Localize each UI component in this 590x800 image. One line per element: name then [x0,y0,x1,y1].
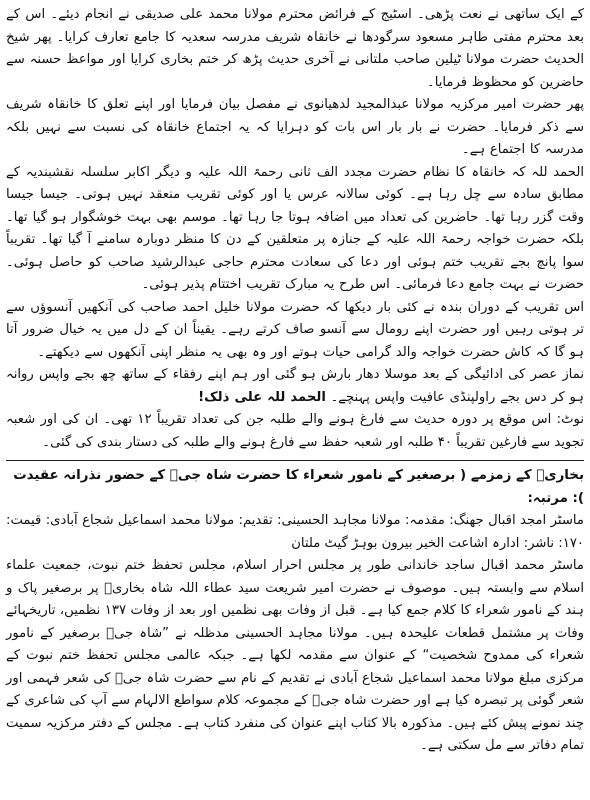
report-paragraph-return [6,364,584,409]
book-review-section [6,465,584,758]
report-return-text: نماز عصر کی ادائیگی کے بعد موسلا دھار بارش ہو گئی اور ہم اپنے رفقاء کے ساتھ چھ بجے واپس روانہ ہو کر دس بجے راولپنڈی عافیت واپس پہنچے۔ [6,367,584,405]
book-review-heading: بخاریؒ کے زمزمے ( برصغیر کے نامور شعراء کا حضرت شاہ جیؒ کے حضور نذرانہ عقیدت ): مرتبہ: [13,468,584,506]
report-note: نوٹ: اس موقع پر دورہ حدیث سے فارغ ہونے والے طلبہ جن کی تعداد تقریباً ۱۲ تھی۔ ان کی اور شعبہ تجوید سے فارغین تقریباً ۴۰ طلبہ اور شعبہ حفظ سے فارغ ہونے والے طلبہ کی دستار بندی کی گئی۔ [6,412,584,450]
report-paragraph-khanqah-system: الحمد للہ کہ خانقاہ کا نظام حضرت مجدد الف ثانی رحمۃ اللہ علیہ و دیگر اکابر سلسلہ نقشبندیہ کے مطابق سادہ سے چل رہا ہے۔ کوئی سالانہ عرس یا اور کوئی تقریب منعقد نہیں ہوتی۔ جیسا جیسا وقت گزر رہا تھا۔ حاضرین کی تعداد میں اضافہ ہوتا جا رہا تھا۔ موسم بھی بہت خوشگوار ہو گیا تھا۔ بلکہ حضرت خواجہ رحمۃ اللہ علیہ کے جنازہ پر متعلقین کے دن کا منظر دوبارہ سامنے آ گیا تھا۔ تقریباً سوا پانچ بجے تقریب ختم ہوئی اور دعا کی سعادت محترم حاجی عبدالرشید صاحب کو حاصل ہوئی۔ حضرت نے بہت جامع دعا فرمائی۔ اس طرح یہ مبارک تقریب اختتام پذیر ہوئی۔ [6,164,584,292]
report-paragraph-ameer-speech: پھر حضرت امیر مرکزیہ مولانا عبدالمجید لدھیانوی نے مفصل بیان فرمایا اور اپنے تعلق کا خانقاہ شریف سے ذکر فرمایا۔ حضرت نے بار بار اس بات کو دہرایا کہ یہ اجتماع خانقاہ کی نسبت سے نہیں بلکہ مدرسہ کا اجتماع ہے۔ [6,97,584,157]
magazine-page [6,4,584,796]
report-closing-dua: الحمد للہ علی ذلک! [198,389,326,405]
section-divider [6,460,584,461]
report-paragraph-tears: اس تقریب کے دوران بندہ نے کئی بار دیکھا کہ حضرت مولانا خلیل احمد صاحب کی آنکھیں آنسوؤں سے تر ہوتی رہیں اور حضرت اپنے رومال سے آنسو صاف کرتے رہے۔ یقیناً ان کے دل میں یہ خیال ضرور آتا ہو گا کہ کاش حضرت خواجہ والد گرامی حیات ہوتے اور وہ بھی یہ منظر اپنی آنکھوں سے دیکھتے۔ [6,299,584,360]
book-review-body: ماسٹر محمد اقبال ساجد خاندانی طور پر مجلس احرار اسلام، مجلس تحفظ ختم نبوت، جمعیت علماء اسلام سے وابستہ ہیں۔ موصوف نے حضرت امیر شریعت سید عطاء اللہ شاہ بخاریؒ پر برصغیر پاک و ہند کے نامور شعراء کا کلام جمع کیا ہے۔ قبل از وفات بھی نظمیں اور بعد از وفات ۱۳۷ نظمیں، تاریخہائے وفات پر مشتمل قطعات علیحدہ ہیں۔ مولانا مجاہد الحسینی مدظلہ نے ”شاہ جیؒ برصغیر کے نامور شعراء کی ممدوح شخصیت“ کے عنوان سے مقدمہ لکھا ہے۔ جبکہ عالمی مجلس تحفظ ختم نبوت کے مرکزی مبلغ مولانا محمد اسماعیل شجاع آبادی نے تقدیم کے نام سے حضرت شاہ جیؒ کی شعر فہمی اور شعر گوئی پر تبصرہ کیا ہے اور حضرت شاہ جیؒ کے مجموعہ کلام سواطع الالہام سے آپ کی شاعری کے چند نمونے پیش کئے ہیں۔ مذکورہ بالا کتاب اپنے عنوان کی منفرد کتاب ہے۔ مجلس کے دفتر مرکزیہ سمیت تمام دفاتر سے مل سکتی ہے۔ [6,558,584,753]
report-paragraph-opening: کے ایک ساتھی نے نعت پڑھی۔ اسٹیج کے فرائض محترم مولانا محمد علی صدیقی نے انجام دیئے۔ اس کے بعد محترم مفتی طاہر مسعود سرگودھا نے خانقاہ شریف مدرسہ سعدیہ کا جامع تعارف کرایا۔ پھر شیخ الحدیث حضرت مولانا ٹیلین صاحب ملتانی نے آخری حدیث پڑھ کر ختم بخاری کرایا اور مواعظ حسنہ سے حاضرین کو محظوظ فرمایا۔ [6,7,584,90]
book-review-meta: ماسٹر امجد اقبال جھنگ: مقدمہ: مولانا مجاہد الحسینی: تقدیم: مولانا محمد اسماعیل شجاع آبادی: قیمت: ۱۷۰: ناشر: ادارہ اشاعت الخیر بیرون بوہڑ گیٹ ملتان [6,513,584,551]
event-report-section [6,4,584,454]
